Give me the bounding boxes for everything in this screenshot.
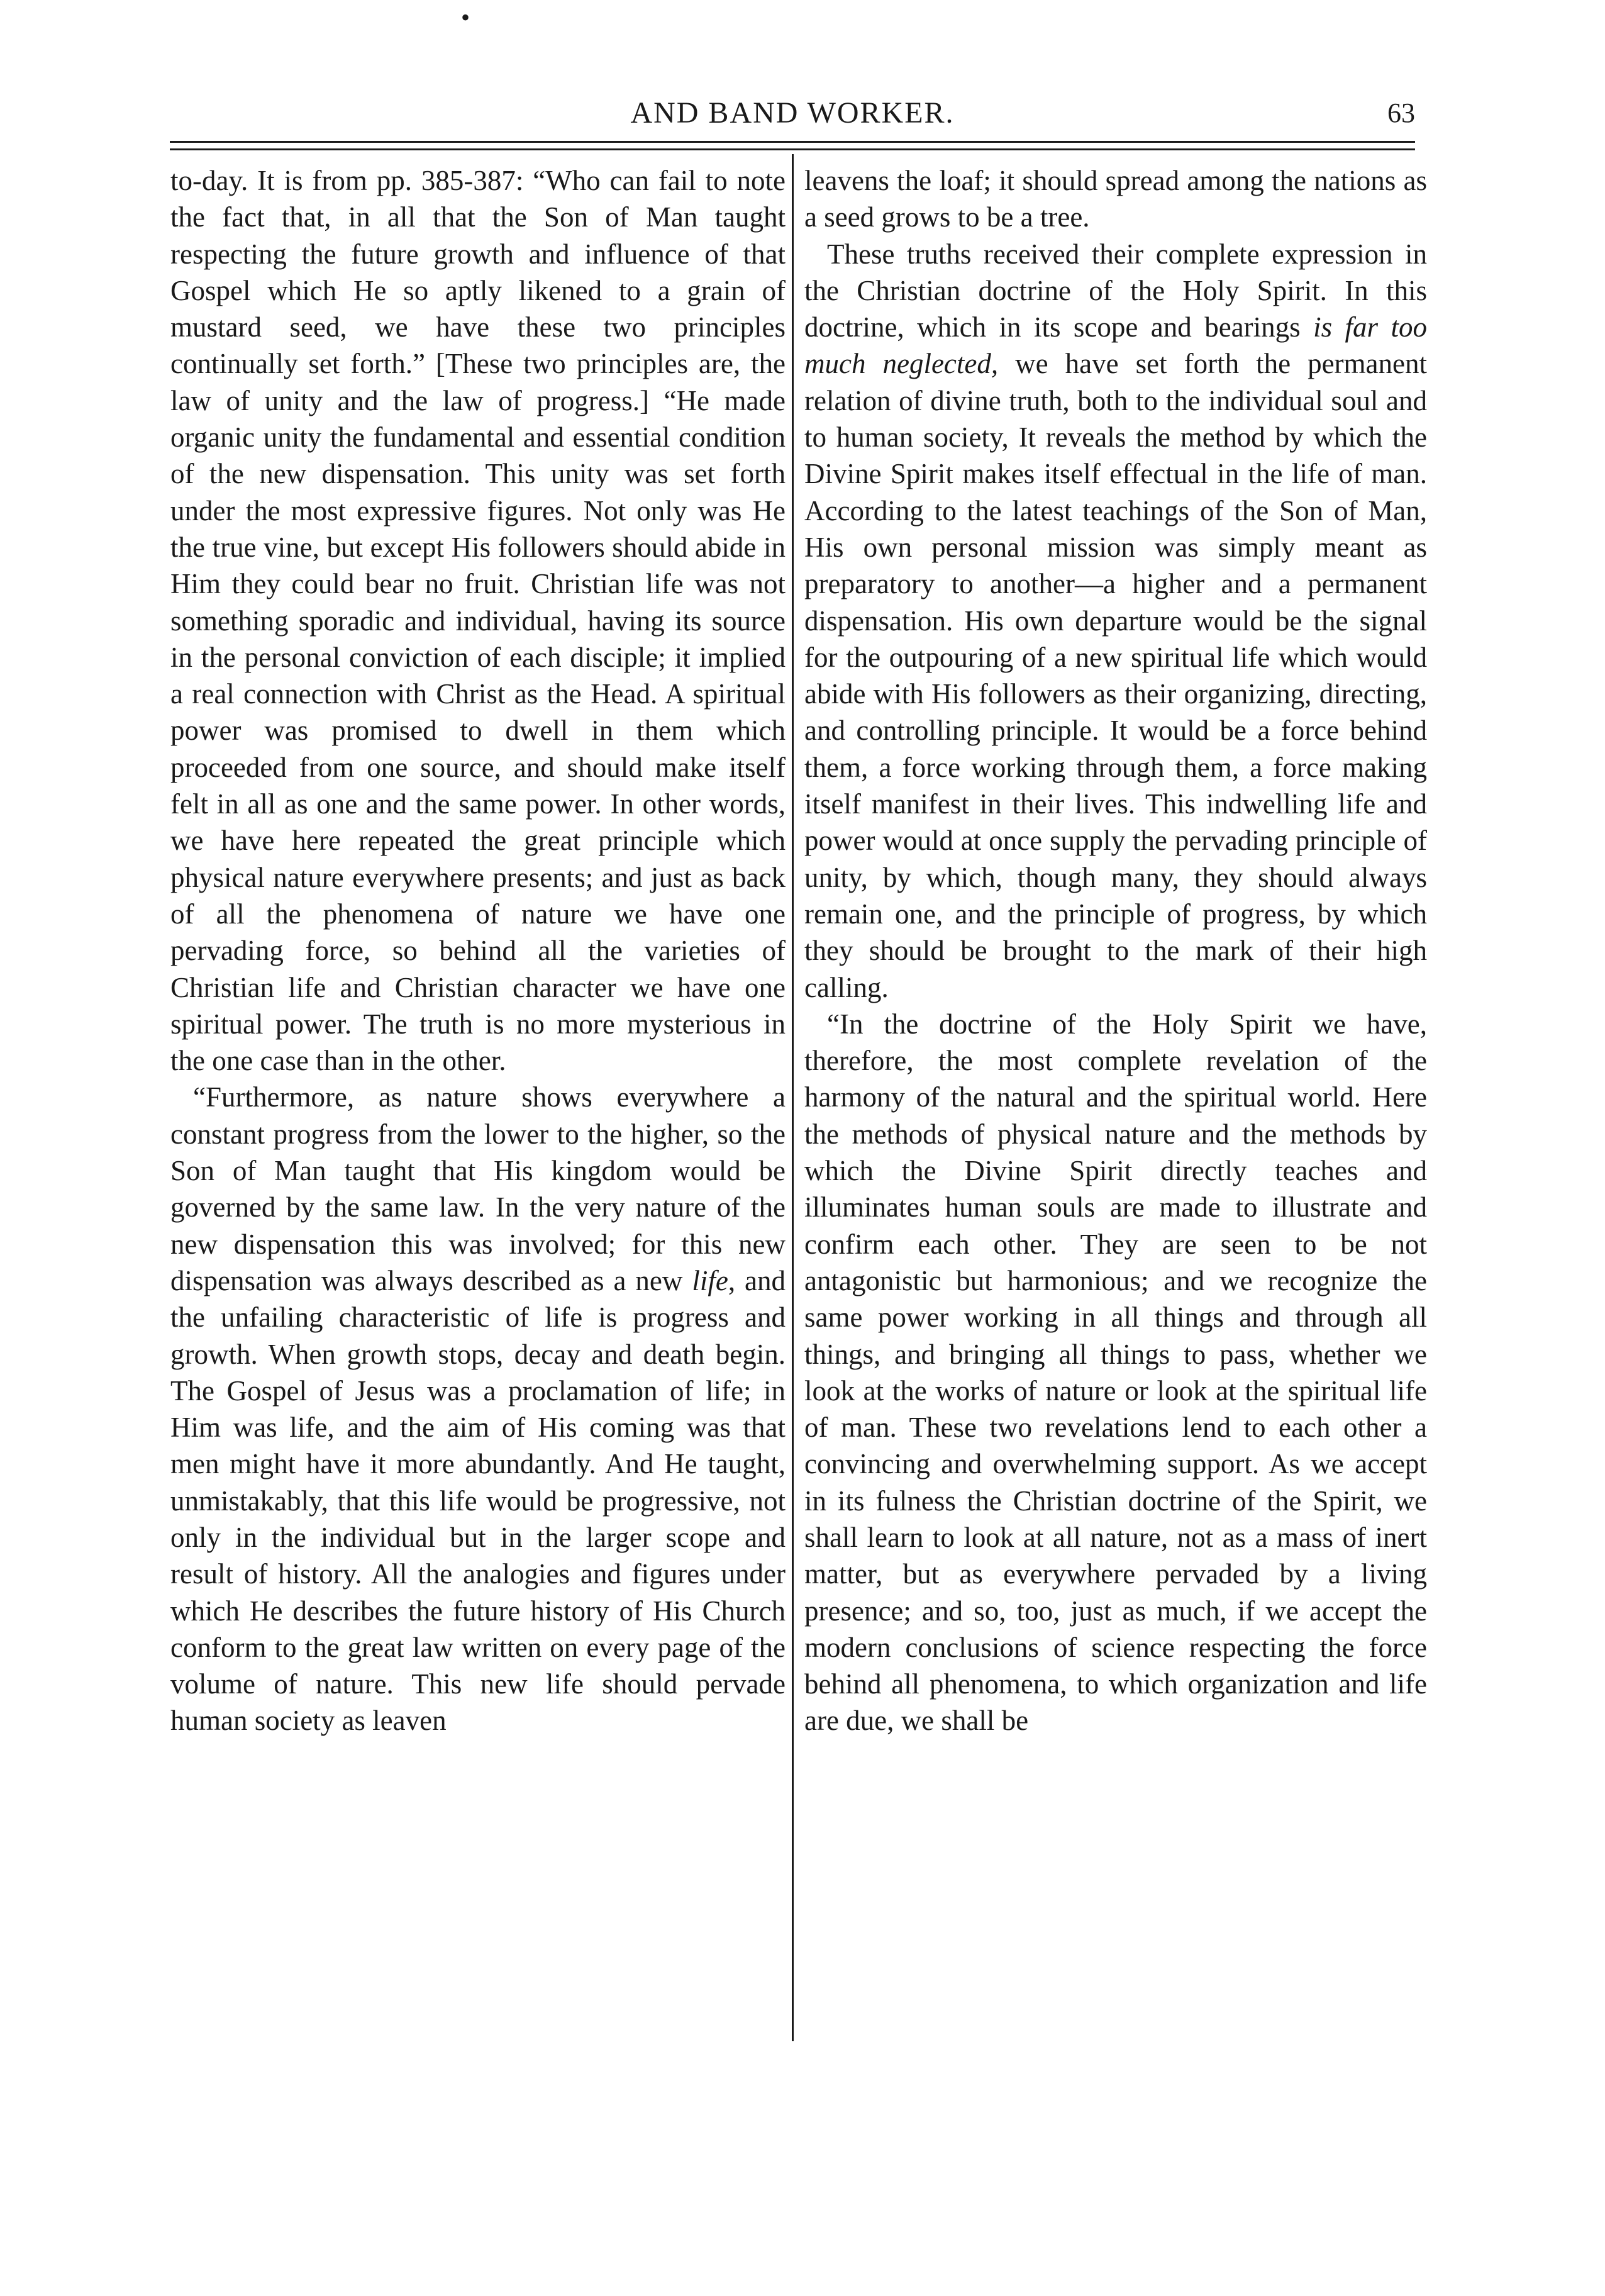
left-paragraph-2-text-a: “Furthermore, as nature shows everywhere a constant progress from the lower to the higher, so the Son of Man taught that His kingdom would be governed by the same law. In the very nature of the new dispensation this was involved; for this new dispensation was always described as a new: [170, 1081, 786, 1296]
right-paragraph-2-text-b: we have set forth the permanent relation of divine truth, both to the individual soul and to human society, It reveals the method by which the Divine Spirit makes itself effectual in the life of man. According to the latest teachings of the Son of Man, His own personal mission was simply meant as preparatory to another—a higher and a permanent dispensation. His own departure would be the signal for the outpouring of a new spiritual life which would abide with His followers as their organizing, directing, and controlling principle. It would be a force behind them, a force working through them, a force making itself manifest in their lives. This indwelling life and power would at once supply the pervading principle of unity, by which, though many, they should always remain one, and the principle of progress, by which they should be brought to the mark of their high calling.: [804, 348, 1427, 1003]
ink-speck: •: [461, 3, 470, 31]
left-paragraph-2-text-b: , and the unfailing characteristic of life is progress and growth. When growth stops, decay and death begin. The Gospel of Jesus was a proclamation of life; in Him was life, and the aim of His coming was that men might have it more abundantly. And He taught, unmistakably, that this life would be progressive, not only in the individual but in the larger scope and result of history. All the analogies and figures under which He describes the future history of His Church conform to the great law written on every page of the volume of nature. This new life should pervade human society as leaven: [170, 1264, 786, 1737]
right-paragraph-2: [804, 236, 1427, 1006]
left-paragraph-2: [170, 1079, 786, 1739]
right-paragraph-1: leavens the loaf; it should spread among the nations as a seed grows to be a tree.: [804, 165, 1427, 233]
right-paragraph-3: “In the doctrine of the Holy Spirit we have, therefore, the most complete revelation of the harmony of the natural and the spiritual world. Here the methods of physical nature and the methods by which the Divine Spirit directly teaches and illuminates human souls are made to illustrate and confirm each other. They are seen to be not antagonistic but harmonious; and we recognize the same power working in all things and through all things, and bringing all things to pass, whether we look at the works of nature or look at the spiritual life of man. These two revelations lend to each other a convincing and overwhelming support. As we accept in its fulness the Christian doctrine of the Spirit, we shall learn to look at all nature, not as a mass of inert matter, but as everywhere pervaded by a living presence; and so, too, just as much, if we accept the modern conclusions of science respecting the force behind all phenomena, to which organization and life are due, we shall be: [804, 1008, 1427, 1737]
left-paragraph-2-italic: life: [692, 1264, 728, 1296]
page-number: 63: [1387, 98, 1415, 128]
left-column: [170, 162, 786, 1739]
column-divider: [792, 154, 794, 2041]
right-column: [804, 162, 1427, 1739]
right-paragraph-2-italic: is far too much neglected,: [804, 311, 1427, 380]
running-title: AND BAND WORKER.: [630, 96, 955, 130]
right-paragraph-2-text-a: These truths received their complete expression in the Christian doctrine of the Holy Spirit. In this doctrine, which in its scope and bearings: [804, 238, 1427, 343]
header-rule-lower: [170, 148, 1415, 150]
header-rule-upper: [170, 141, 1415, 143]
running-head: [170, 94, 1415, 133]
left-paragraph-1: to-day. It is from pp. 385-387: “Who can fail to note the fact that, in all that the Son of Man taught respecting the future growth and influence of that Gospel which He so aptly likened to a grain of mustard seed, we have these two principles continually set forth.” [These two principles are, the law of unity and the law of progress.] “He made organic unity the fundamental and essential condition of the new dispensation. This unity was set forth under the most expressive figures. Not only was He the true vine, but except His followers should abide in Him they could bear no fruit. Christian life was not something sporadic and individual, having its source in the personal conviction of each disciple; it implied a real connection with Christ as the Head. A spiritual power was promised to dwell in them which proceeded from one source, and should make itself felt in all as one and the same power. In other words, we have here repeated the great principle which physical nature everywhere presents; and just as back of all the phenomena of nature we have one pervading force, so behind all the varieties of Christian life and Christian character we have one spiritual power. The truth is no more mysterious in the one case than in the other.: [170, 165, 786, 1077]
